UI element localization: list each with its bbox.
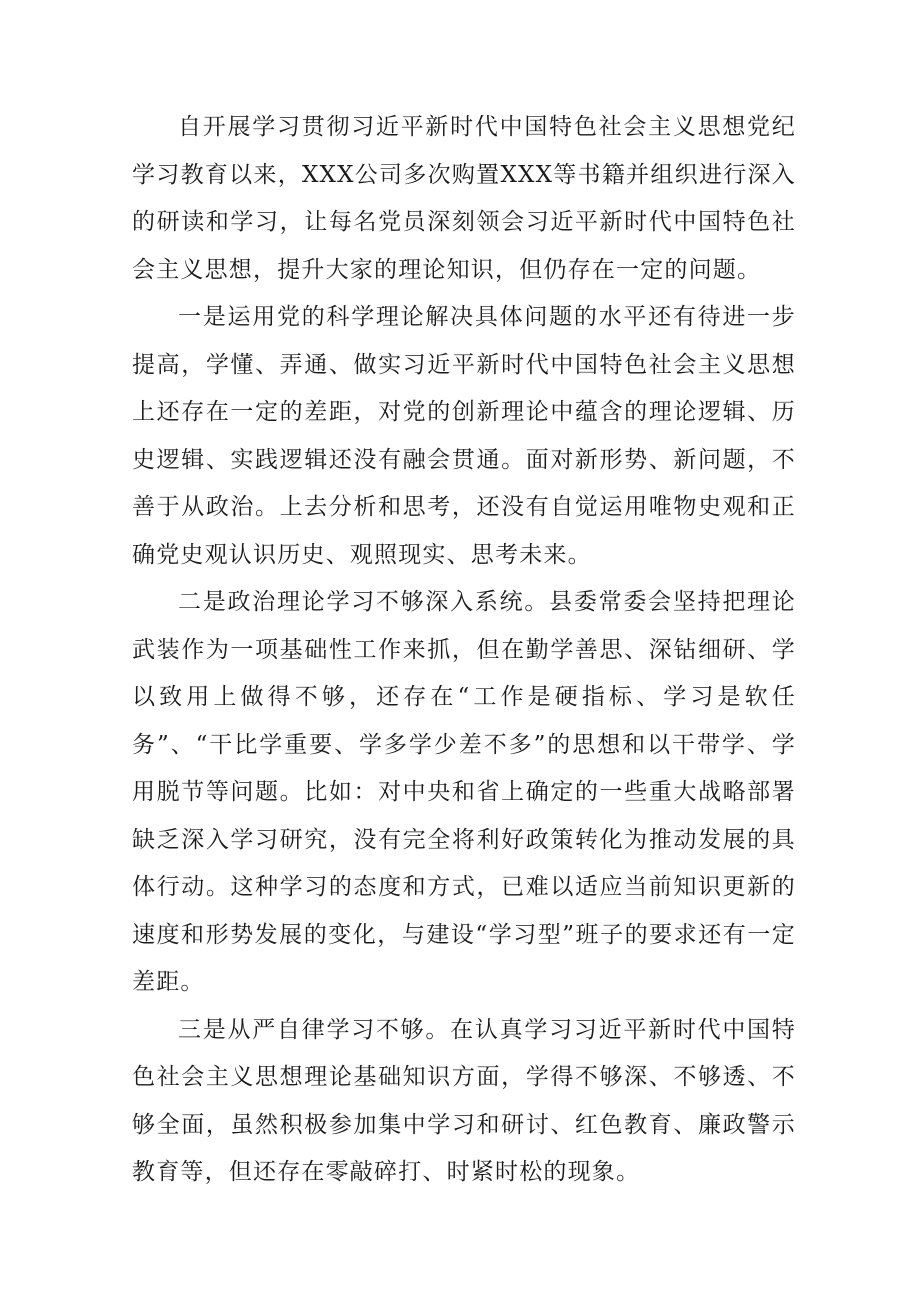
paragraph-point-three: 三是从严自律学习不够。在认真学习习近平新时代中国特色社会主义思想理论基础知识方面，学得不够深、不够透、不够全面，虽然积极参加集中学习和研讨、红色教育、廉政警示教育等，但还存在零敲碎打、时紧时松的现象。 — [132, 1016, 796, 1185]
paragraph-point-one: 一是运用党的科学理论解决具体问题的水平还有待进一步提高，学懂、弄通、做实习近平新时代中国特色社会主义思想上还存在一定的差距，对党的创新理论中蕴含的理论逻辑、历史逻辑、实践逻辑还没有融会贯通。面对新形势、新问题，不善于从政治。上去分析和思考，还没有自觉运用唯物史观和正确党史观认识历史、观照现实、思考未来。 — [132, 304, 796, 568]
document-body — [132, 104, 796, 1197]
paragraph-intro: 自开展学习贯彻习近平新时代中国特色社会主义思想党纪学习教育以来，XXX公司多次购置XXX等书籍并组织进行深入的研读和学习，让每名党员深刻领会习近平新时代中国特色社会主义思想，提升大家的理论知识，但仍存在一定的问题。 — [132, 114, 796, 283]
paragraph-point-two: 二是政治理论学习不够深入系统。县委常委会坚持把理论武装作为一项基础性工作来抓，但在勤学善思、深钻细研、学以致用上做得不够，还存在“工作是硬指标、学习是软任务”、“干比学重要、学多学少差不多”的思想和以干带学、学用脱节等问题。比如：对中央和省上确定的一些重大战略部署缺乏深入学习研究，没有完全将利好政策转化为推动发展的具体行动。这种学习的态度和方式，已难以适应当前知识更新的速度和形势发展的变化，与建设“学习型”班子的要求还有一定差距。 — [132, 589, 796, 995]
